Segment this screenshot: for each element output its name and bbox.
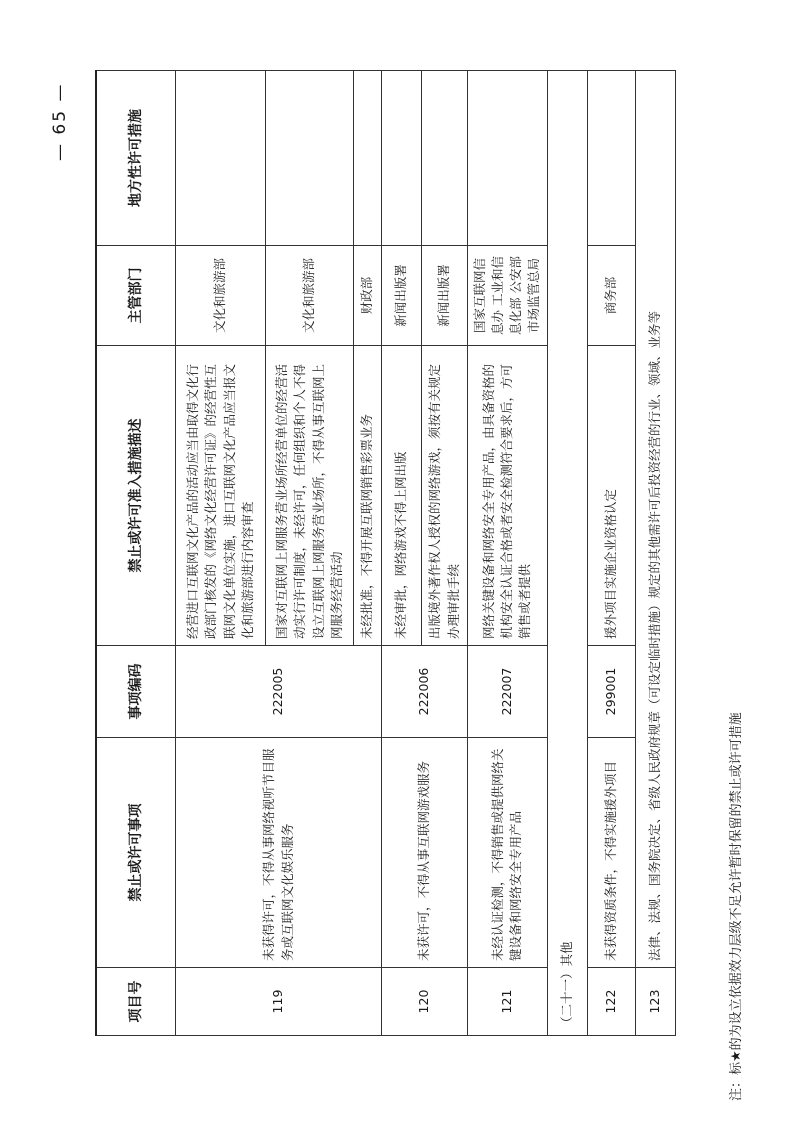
row-120-code: 222006	[382, 646, 468, 738]
header-code: 事项编码	[96, 646, 176, 738]
row-122-item: 未获得资质条件，不得实施援外项目	[587, 738, 635, 968]
group-row	[547, 71, 587, 1036]
header-item: 禁止或许可事项	[96, 738, 176, 968]
table-row	[176, 71, 266, 1036]
group-title: （二十一）其他	[547, 71, 587, 1036]
row-119-no: 119	[176, 968, 382, 1036]
header-dept: 主管部门	[96, 246, 176, 346]
table-header-row	[96, 71, 176, 1036]
row-119-code: 222005	[176, 646, 382, 738]
page-number: — 65 —	[50, 82, 70, 161]
table-row	[382, 71, 422, 1036]
header-desc: 禁止或许可准入措施描述	[96, 346, 176, 646]
row-121-dept-1: 国家互联网信息办 工业和信息化部 公安部 市场监管总局	[468, 246, 548, 346]
row-123-no: 123	[635, 968, 675, 1036]
table-row	[587, 71, 635, 1036]
row-119-dept-2: 文化和旅游部	[266, 246, 354, 346]
row-120-local-1	[382, 71, 422, 246]
row-122-no: 122	[587, 968, 635, 1036]
row-120-dept-2: 新闻出版署	[422, 246, 468, 346]
row-119-local-3	[354, 71, 382, 246]
row-122-local	[587, 71, 635, 246]
footnote: 注：标★的为设立依据效力层级不足允许暂时保留的禁止或许可措施	[729, 712, 744, 1101]
row-122-desc: 援外项目实施企业资格认定	[587, 346, 635, 646]
row-119-item: 未获得许可，不得从事网络视听节目服务或互联网文化娱乐服务	[176, 738, 382, 968]
row-119-dept-1: 文化和旅游部	[176, 246, 266, 346]
row-120-dept-1: 新闻出版署	[382, 246, 422, 346]
row-121-item: 未经认证检测，不得销售或提供网络关键设备和网络安全专用产品	[468, 738, 548, 968]
row-121-code: 222007	[468, 646, 548, 738]
header-local: 地方性许可措施	[96, 71, 176, 246]
table-row	[468, 71, 548, 1036]
row-121-local-1	[468, 71, 548, 246]
row-121-no: 121	[468, 968, 548, 1036]
row-120-desc-2: 出版境外著作权人授权的网络游戏，须按有关规定办理审批手续	[422, 346, 468, 646]
row-119-local-2	[266, 71, 354, 246]
row-122-dept: 商务部	[587, 246, 635, 346]
table-row	[635, 71, 675, 1036]
row-123-item: 法律、法规、国务院决定、省级人民政府规章（可设定临时措施）规定的其他需许可后投资经营的行业、领域、业务等	[635, 71, 675, 968]
row-119-dept-3: 财政部	[354, 246, 382, 346]
row-121-desc-1: 网络关键设备和网络安全专用产品，由具备资格的机构安全认证合格或者安全检测符合要求后，方可销售或者提供	[468, 346, 548, 646]
header-no: 项目号	[96, 968, 176, 1036]
row-120-local-2	[422, 71, 468, 246]
row-120-desc-1: 未经审批，网络游戏不得上网出版	[382, 346, 422, 646]
row-119-desc-1: 经营进口互联网文化产品的活动应当由取得文化行政部门核发的《网络文化经营许可证》的经营性互联网文化单位实施，进口互联网文化产品应当报文化和旅游部进行内容审查	[176, 346, 266, 646]
row-122-code: 299001	[587, 646, 635, 738]
row-120-item: 未获许可，不得从事互联网游戏服务	[382, 738, 468, 968]
row-119-desc-3: 未经批准，不得开展互联网销售彩票业务	[354, 346, 382, 646]
permit-table	[95, 70, 676, 1036]
row-120-no: 120	[382, 968, 468, 1036]
row-119-desc-2: 国家对互联网上网服务营业场所经营单位的经营活动实行许可制度，未经许可，任何组织和个人不得设立互联网上网服务营业场所，不得从事互联网上网服务经营活动	[266, 346, 354, 646]
row-119-local-1	[176, 71, 266, 246]
